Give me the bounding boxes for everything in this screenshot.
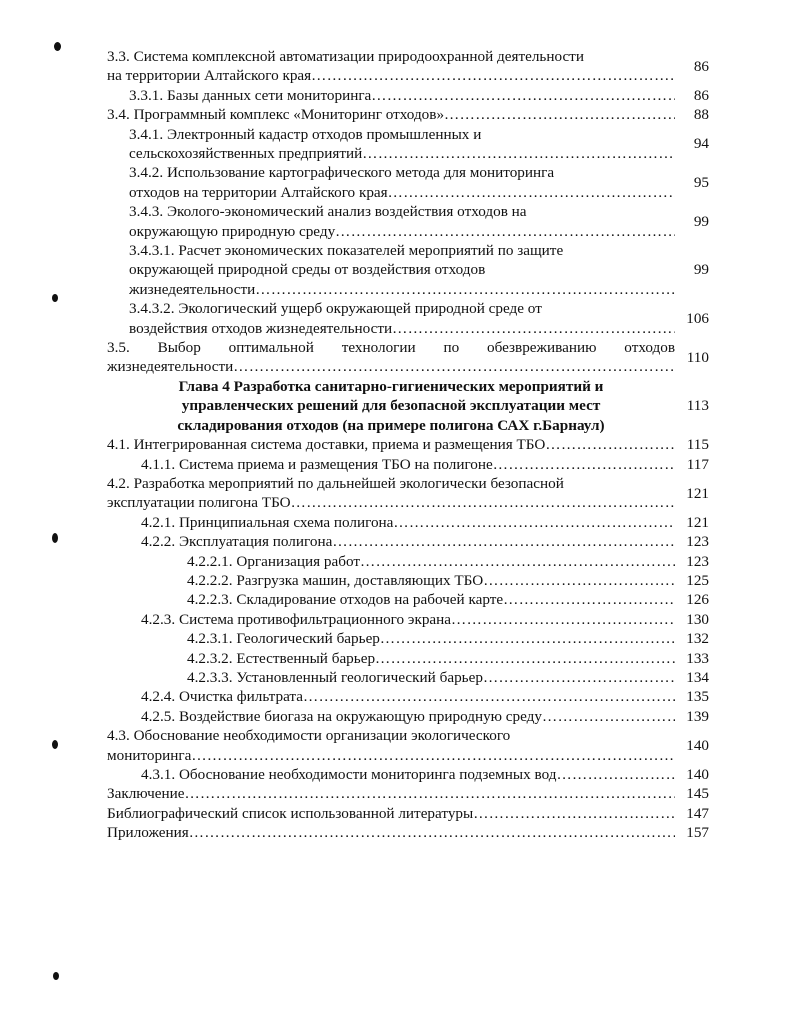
toc-entry-4-2-2-1[interactable] — [107, 552, 709, 571]
toc-line: 3.4.3.1. Расчет экономических показателей мероприятий по защите — [129, 242, 564, 260]
page-number: 123 — [686, 533, 709, 551]
toc-entry-4-2-5[interactable] — [107, 707, 709, 726]
scan-speck — [52, 294, 58, 302]
toc-line: 4.2.4. Очистка фильтрата ………………………………………………………………………………………………………………………………………………………………………… — [141, 687, 675, 706]
toc-entry-4-2-3-1[interactable] — [107, 629, 709, 648]
toc-entry-conclusion[interactable] — [107, 784, 709, 803]
toc-line: 4.2.2.3. Складирование отходов на рабочей карте ………………………………………………………………………………………………………………………………………………………………………… — [187, 590, 675, 609]
toc-line: воздействия отходов жизнедеятельности ………………………………………………………………………………………………………………………………………………………………………… — [129, 319, 675, 338]
scan-speck — [52, 533, 58, 543]
page-number: 133 — [686, 649, 709, 667]
chapter-title-line: складирования отходов (на примере полигона САХ г.Барнаул) — [177, 416, 605, 434]
toc-line: 4.2.3. Система противофильтрационного экрана ………………………………………………………………………………………………………………………………………………………………………… — [141, 610, 675, 629]
page-number: 130 — [686, 610, 709, 628]
toc-entry-3-5[interactable] — [107, 338, 709, 377]
toc-entry-chapter-4[interactable] — [107, 377, 709, 435]
toc-entry-4-2-2-2[interactable] — [107, 571, 709, 590]
toc-line: Заключение ………………………………………………………………………………………………………………………………………………………………………… — [107, 784, 675, 803]
page-number: 145 — [686, 785, 709, 803]
toc-entry-3-4[interactable] — [107, 105, 709, 124]
toc-entry-appendices[interactable] — [107, 823, 709, 842]
toc-line: 3.3. Система комплексной автоматизации природоохранной деятельности — [107, 48, 584, 65]
toc-entry-3-4-3[interactable] — [107, 202, 709, 241]
toc-line: отходов на территории Алтайского края ………………………………………………………………………………………………………………………………………………………………………… — [129, 183, 675, 202]
page-number: 99 — [693, 261, 709, 279]
toc-entry-4-2-3-2[interactable] — [107, 649, 709, 668]
toc-line: 3.5. Выбор оптимальной технологии по обезвреживанию отходов — [107, 339, 675, 357]
scan-speck — [53, 972, 59, 980]
page-number: 126 — [686, 591, 709, 609]
chapter-title-line: управленческих решений для безопасной эксплуатации мест — [181, 397, 601, 415]
toc-line: 4.3. Обоснование необходимости организации экологического — [107, 727, 511, 745]
toc-line: 4.2.2. Эксплуатация полигона ………………………………………………………………………………………………………………………………………………………………………… — [141, 532, 675, 551]
page-number: 86 — [693, 57, 709, 75]
page-number: 115 — [686, 436, 709, 454]
toc-entry-4-2[interactable] — [107, 474, 709, 513]
toc-line: Приложения ………………………………………………………………………………………………………………………………………………………………………… — [107, 823, 675, 842]
toc-line: 4.2.2.2. Разгрузка машин, доставляющих ТБО ………………………………………………………………………………………………………………………………………………………………………… — [187, 571, 675, 590]
page-number: 94 — [693, 135, 709, 153]
toc-entry-bibliography[interactable] — [107, 804, 709, 823]
toc-entry-3-3[interactable] — [107, 47, 709, 86]
toc-entry-4-2-3-3[interactable] — [107, 668, 709, 687]
toc-entry-4-2-2-3[interactable] — [107, 590, 709, 609]
toc-entry-4-3[interactable] — [107, 726, 709, 765]
page-number: 135 — [686, 688, 709, 706]
page-number: 134 — [686, 668, 709, 686]
toc-line: 4.2.3.2. Естественный барьер ………………………………………………………………………………………………………………………………………………………………………… — [187, 649, 675, 668]
toc-line: 4.2.1. Принципиальная схема полигона ………………………………………………………………………………………………………………………………………………………………………… — [141, 513, 675, 532]
toc-line: 4.2. Разработка мероприятий по дальнейшей экологически безопасной — [107, 474, 564, 492]
toc-entry-4-2-2[interactable] — [107, 532, 709, 551]
toc-entry-4-2-3[interactable] — [107, 610, 709, 629]
page-number: 88 — [693, 106, 709, 124]
toc-line: на территории Алтайского края ………………………………………………………………………………………………………………………………………………………………………… — [107, 66, 675, 85]
page-number: 121 — [686, 513, 709, 531]
toc-line: 3.4.1. Электронный кадастр отходов промышленных и — [129, 125, 482, 143]
toc-line: Библиографический список использованной литературы ………………………………………………………………………………………………………………………………………………………………………… — [107, 804, 675, 823]
page-number: 157 — [686, 824, 709, 842]
page-number: 99 — [693, 212, 709, 230]
page-number: 110 — [686, 348, 709, 366]
toc-entry-4-2-1[interactable] — [107, 513, 709, 532]
toc-entry-4-1-1[interactable] — [107, 455, 709, 474]
toc-line: 4.2.2.1. Организация работ ………………………………………………………………………………………………………………………………………………………………………… — [187, 552, 675, 571]
page-number: 139 — [686, 707, 709, 725]
page-number: 106 — [686, 309, 709, 327]
toc-line: 4.2.3.1. Геологический барьер ………………………………………………………………………………………………………………………………………………………………………… — [187, 629, 675, 648]
toc-line: 3.3.1. Базы данных сети мониторинга ………………………………………………………………………………………………………………………………………………………………………… — [129, 86, 675, 105]
toc-line: окружающей природной среды от воздействия отходов — [129, 261, 486, 279]
toc-line: 4.2.5. Воздействие биогаза на окружающую природную среду ………………………………………………………………………………………………………………………………………………………………………… — [141, 707, 675, 726]
toc-line: 3.4.2. Использование картографического метода для мониторинга — [129, 164, 555, 182]
toc-entry-4-2-4[interactable] — [107, 687, 709, 706]
toc-line: мониторинга ………………………………………………………………………………………………………………………………………………………………………… — [107, 746, 675, 765]
page-number: 95 — [693, 174, 709, 192]
page-number: 132 — [686, 630, 709, 648]
page-number: 140 — [686, 736, 709, 754]
toc-entry-3-3-1[interactable] — [107, 86, 709, 105]
toc-entry-4-3-1[interactable] — [107, 765, 709, 784]
page-number: 147 — [686, 804, 709, 822]
toc-line: 4.2.3.3. Установленный геологический барьер ………………………………………………………………………………………………………………………………………………………………………… — [187, 668, 675, 687]
toc-entry-3-4-2[interactable] — [107, 163, 709, 202]
toc-line: 3.4. Программный комплекс «Мониторинг отходов» ………………………………………………………………………………………………………………………………………………………………………… — [107, 105, 675, 124]
toc-line: 4.1. Интегрированная система доставки, приема и размещения ТБО ………………………………………………………………………………………………………………………………………………………………………… — [107, 435, 675, 454]
page-number: 117 — [686, 455, 709, 473]
chapter-title-line: Глава 4 Разработка санитарно-гигиенических мероприятий и — [178, 377, 604, 395]
scan-speck — [54, 42, 61, 51]
table-of-contents — [107, 47, 709, 843]
toc-line: сельскохозяйственных предприятий ………………………………………………………………………………………………………………………………………………………………………… — [129, 144, 675, 163]
page-number: 121 — [686, 484, 709, 502]
scan-speck — [52, 740, 58, 749]
toc-entry-4-1[interactable] — [107, 435, 709, 454]
toc-line: жизнедеятельности ………………………………………………………………………………………………………………………………………………………………………… — [107, 357, 675, 376]
toc-line: окружающую природную среду ………………………………………………………………………………………………………………………………………………………………………… — [129, 222, 675, 241]
page-number: 125 — [686, 571, 709, 589]
toc-line: 3.4.3.2. Экологический ущерб окружающей природной среде от — [129, 300, 542, 318]
page-number: 123 — [686, 552, 709, 570]
toc-entry-3-4-1[interactable] — [107, 125, 709, 164]
toc-line: 4.1.1. Система приема и размещения ТБО на полигоне ………………………………………………………………………………………………………………………………………………………………………… — [141, 455, 675, 474]
page-number: 86 — [693, 86, 709, 104]
page-number: 140 — [686, 766, 709, 784]
toc-line: жизнедеятельности ………………………………………………………………………………………………………………………………………………………………………… — [129, 280, 675, 299]
page-number: 113 — [686, 397, 709, 415]
toc-entry-3-4-3-1[interactable] — [107, 241, 709, 299]
toc-line: 4.3.1. Обоснование необходимости мониторинга подземных вод ………………………………………………………………………………………………………………………………………………………………………… — [141, 765, 675, 784]
toc-line: эксплуатации полигона ТБО ………………………………………………………………………………………………………………………………………………………………………… — [107, 493, 675, 512]
toc-line: 3.4.3. Эколого-экономический анализ воздействия отходов на — [129, 203, 527, 221]
toc-entry-3-4-3-2[interactable] — [107, 299, 709, 338]
